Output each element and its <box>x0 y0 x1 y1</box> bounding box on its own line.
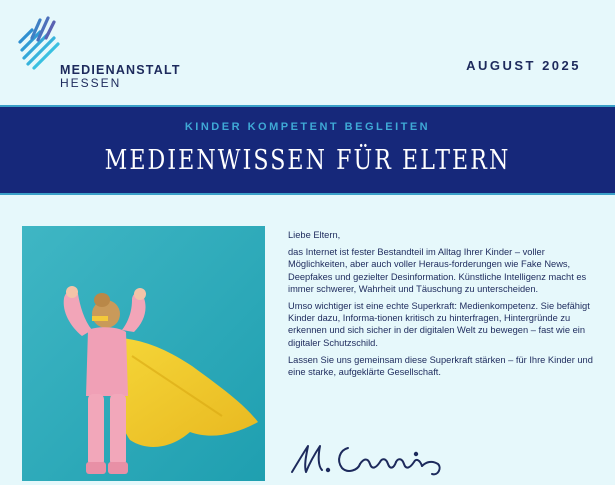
letter-paragraph-1: das Internet ist fester Bestandteil im Alltag Ihrer Kinder – voller Möglichkeiten, aber auch voller Heraus-forderungen wie Fake News, Deepfakes und gezielter Desinformation. Künstliche Intelligenz macht es immer schwerer, Wahrheit und Täuschung zu unterscheiden. <box>288 247 587 294</box>
logo-wordmark-line1: MEDIENANSTALT <box>60 63 181 77</box>
page-header <box>0 0 615 100</box>
child-superhero-photo <box>22 226 265 481</box>
banner-kicker: KINDER KOMPETENT BEGLEITEN <box>184 121 431 133</box>
letter-greeting: Liebe Eltern, <box>288 230 341 240</box>
letter-paragraph-2: Umso wichtiger ist eine echte Superkraft: Medienkompetenz. Sie befähigt Kinder dazu, Informa-tionen kritisch zu hinterfragen, Hintergründe zu erkennen und sich sicher in der digitalen Welt zu bewegen – fast wie ein digitaler Schutzschild. <box>288 301 590 348</box>
signature-icon <box>288 440 468 480</box>
logo-stripes-icon <box>18 12 60 72</box>
logo-wordmark-line2: HESSEN <box>60 76 122 90</box>
letter-paragraph-3: Lassen Sie uns gemeinsam diese Superkraft stärken – für Ihre Kinder und eine starke, aufgeklärte Gesellschaft. <box>288 354 593 378</box>
editorial-letter <box>288 229 598 383</box>
title-banner <box>0 105 615 195</box>
banner-headline: MEDIENWISSEN FÜR ELTERN <box>104 145 511 176</box>
handwritten-signature <box>288 440 468 480</box>
superhero-child-image <box>22 226 265 481</box>
medienanstalt-logo <box>18 12 218 90</box>
issue-date: AUGUST 2025 <box>466 58 581 73</box>
